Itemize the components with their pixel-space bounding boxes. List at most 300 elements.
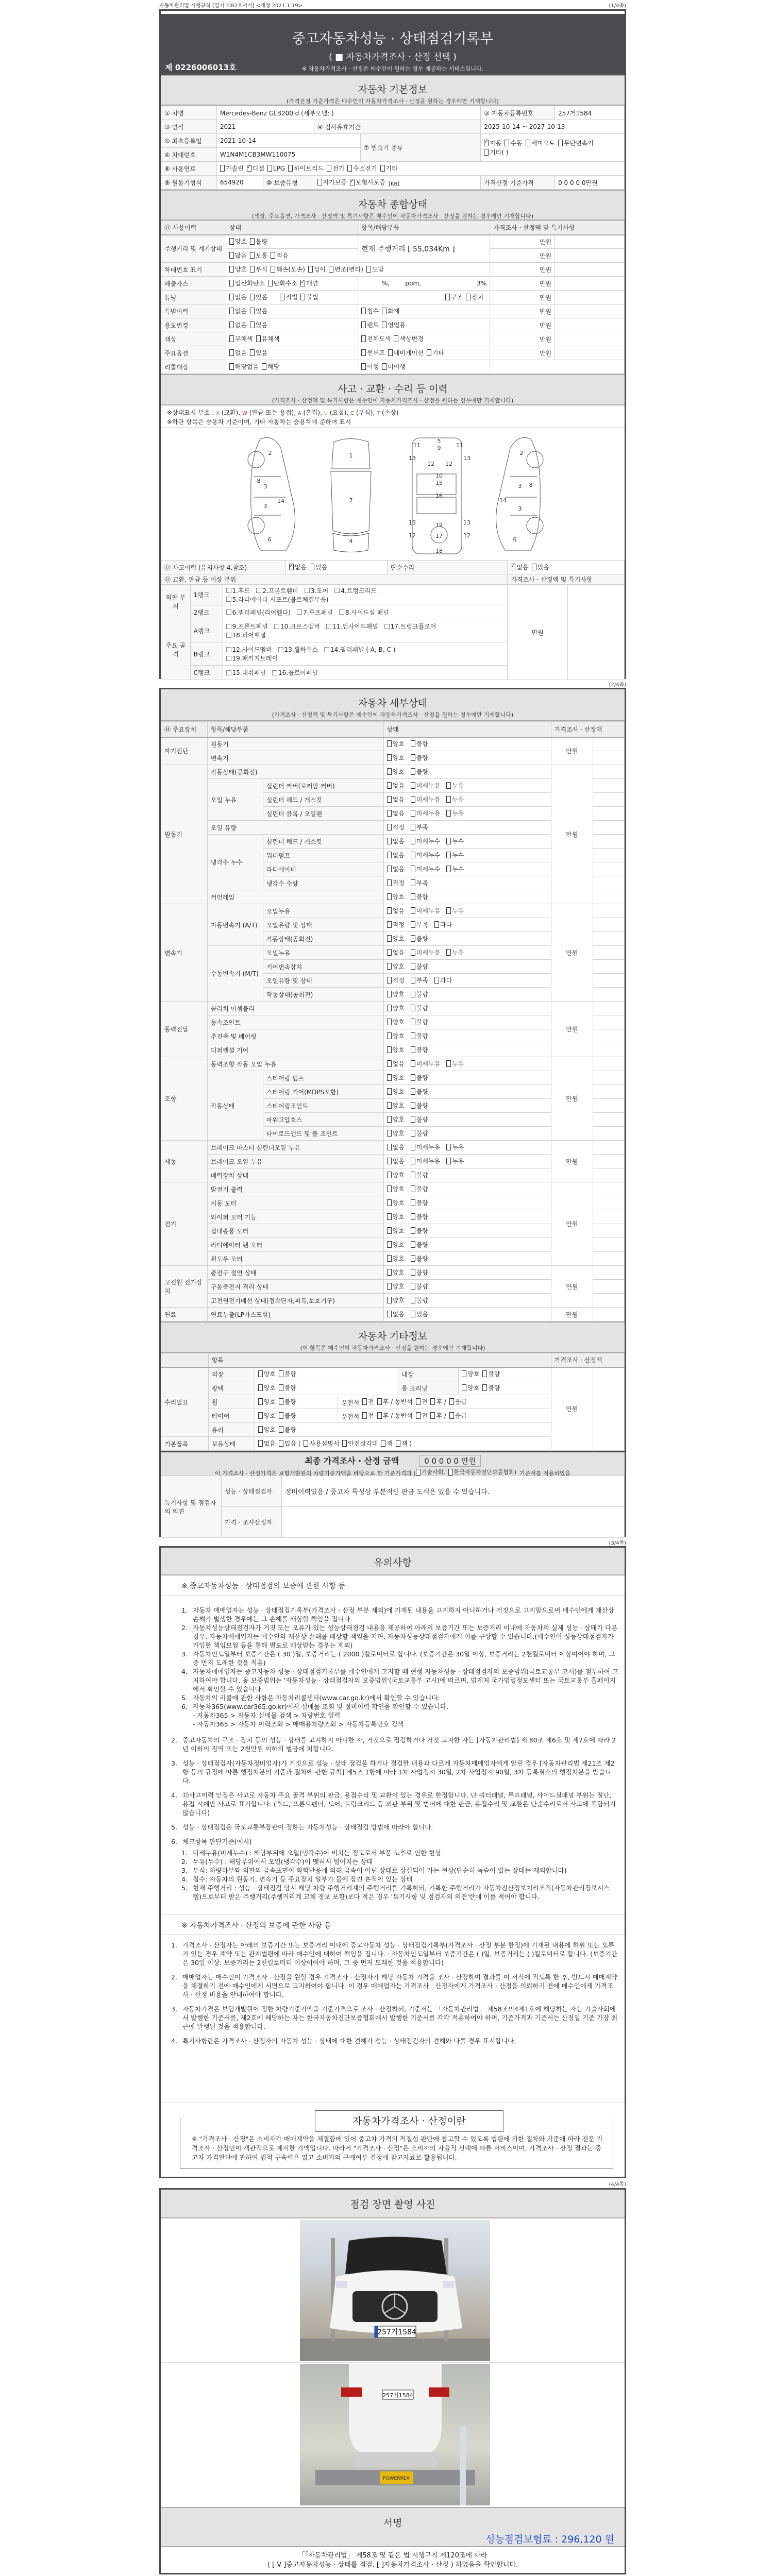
checkbox[interactable] (387, 838, 392, 844)
checkbox-option[interactable] (448, 1468, 516, 1476)
checkbox[interactable] (279, 1412, 283, 1419)
part-checkbox[interactable] (326, 624, 331, 629)
checkbox-option[interactable] (229, 279, 265, 287)
checkbox-option[interactable] (289, 563, 307, 571)
checkbox-option[interactable] (387, 1240, 405, 1249)
checkbox-option[interactable] (526, 139, 555, 147)
checkbox-option[interactable] (361, 320, 379, 329)
checkbox-option[interactable] (449, 1397, 467, 1406)
checkbox[interactable] (411, 949, 415, 956)
checkbox[interactable] (329, 266, 333, 273)
checkbox[interactable] (446, 1060, 451, 1067)
checkbox[interactable] (387, 1158, 392, 1164)
checkbox-option[interactable] (258, 1397, 276, 1406)
checkbox[interactable] (300, 280, 305, 286)
checkbox[interactable] (387, 796, 392, 803)
checkbox[interactable] (387, 1297, 392, 1303)
checkbox[interactable] (258, 1398, 263, 1405)
checkbox[interactable] (388, 349, 393, 356)
part-option[interactable] (297, 608, 333, 617)
checkbox[interactable] (387, 963, 392, 970)
checkbox-option[interactable] (387, 753, 405, 762)
checkbox[interactable] (229, 266, 234, 273)
checkbox[interactable] (387, 768, 392, 775)
checkbox[interactable] (387, 852, 392, 858)
checkbox[interactable] (411, 740, 415, 747)
checkbox[interactable] (416, 1412, 421, 1419)
checkbox-option[interactable] (411, 962, 428, 971)
checkbox[interactable] (382, 363, 386, 370)
checkbox-option[interactable] (342, 1439, 378, 1448)
checkbox[interactable] (411, 1088, 415, 1095)
checkbox-option[interactable] (411, 1073, 428, 1082)
checkbox[interactable] (446, 782, 451, 789)
checkbox-option[interactable] (387, 1087, 405, 1096)
checkbox-option[interactable] (347, 164, 377, 173)
checkbox[interactable] (411, 1074, 415, 1081)
checkbox-option[interactable] (308, 265, 326, 274)
checkbox-option[interactable] (387, 823, 405, 832)
checkbox-option[interactable] (300, 279, 318, 287)
checkbox-option[interactable] (387, 1184, 405, 1193)
checkbox-option[interactable] (446, 781, 464, 790)
checkbox[interactable] (229, 363, 234, 370)
checkbox[interactable] (505, 140, 509, 146)
checkbox[interactable] (279, 1370, 283, 1377)
checkbox[interactable] (387, 1241, 392, 1248)
checkbox-option[interactable] (279, 1425, 296, 1434)
checkbox[interactable] (258, 1384, 263, 1391)
checkbox-option[interactable] (288, 164, 324, 173)
checkbox[interactable] (532, 564, 536, 570)
checkbox[interactable] (387, 754, 392, 761)
checkbox-option[interactable] (411, 1087, 428, 1096)
checkbox-option[interactable] (411, 809, 440, 818)
checkbox[interactable] (220, 165, 225, 172)
checkbox[interactable] (411, 1102, 415, 1109)
part-checkbox[interactable] (324, 647, 329, 652)
checkbox[interactable] (387, 935, 392, 942)
checkbox-option[interactable] (250, 348, 267, 357)
checkbox[interactable] (279, 1398, 283, 1405)
checkbox-option[interactable] (411, 1184, 428, 1193)
checkbox[interactable] (462, 1384, 466, 1391)
checkbox-option[interactable] (387, 1059, 405, 1068)
checkbox[interactable] (411, 838, 415, 844)
checkbox[interactable] (387, 1199, 392, 1206)
part-option[interactable] (226, 586, 250, 595)
checkbox-option[interactable] (449, 1411, 467, 1420)
checkbox-option[interactable] (327, 164, 344, 173)
checkbox-option[interactable] (387, 1226, 405, 1235)
checkbox[interactable] (411, 963, 415, 970)
checkbox[interactable] (387, 1088, 392, 1095)
part-option[interactable] (334, 586, 376, 595)
checkbox-option[interactable] (411, 1268, 428, 1277)
checkbox-option[interactable] (361, 334, 391, 343)
checkbox-option[interactable] (411, 906, 440, 915)
checkbox[interactable] (250, 238, 255, 245)
checkbox[interactable] (387, 1060, 392, 1067)
checkbox[interactable] (258, 1412, 263, 1419)
checkbox[interactable] (387, 991, 392, 997)
checkbox[interactable] (387, 740, 392, 747)
checkbox-option[interactable] (377, 1397, 413, 1406)
checkbox[interactable] (558, 140, 563, 146)
checkbox[interactable] (416, 1398, 421, 1405)
checkbox-option[interactable] (411, 934, 428, 943)
part-checkbox[interactable] (226, 656, 231, 661)
checkbox[interactable] (361, 321, 366, 328)
checkbox-option[interactable] (411, 1045, 428, 1054)
checkbox[interactable] (362, 1398, 367, 1405)
checkbox-option[interactable] (279, 1369, 296, 1378)
checkbox-option[interactable] (229, 237, 247, 246)
checkbox-option[interactable] (446, 809, 464, 818)
checkbox-option[interactable] (387, 934, 405, 943)
checkbox-option[interactable] (446, 1143, 464, 1151)
part-checkbox[interactable] (278, 647, 283, 652)
checkbox[interactable] (229, 238, 234, 245)
checkbox-option[interactable] (411, 823, 428, 832)
checkbox-option[interactable] (377, 1411, 413, 1420)
checkbox-option[interactable] (434, 976, 452, 985)
part-checkbox[interactable] (334, 588, 340, 593)
checkbox-option[interactable] (411, 795, 440, 804)
checkbox[interactable] (387, 1185, 392, 1192)
checkbox[interactable] (394, 335, 398, 342)
checkbox-option[interactable] (279, 1439, 301, 1448)
checkbox-option[interactable] (229, 251, 247, 260)
checkbox-option[interactable] (446, 795, 464, 804)
checkbox[interactable] (411, 1032, 415, 1039)
checkbox[interactable] (229, 335, 234, 342)
checkbox-option[interactable] (387, 795, 405, 804)
checkbox[interactable] (446, 810, 451, 817)
checkbox[interactable] (411, 754, 415, 761)
checkbox-option[interactable] (317, 178, 347, 187)
checkbox-option[interactable] (229, 293, 247, 301)
checkbox-option[interactable] (362, 1411, 374, 1420)
checkbox-option[interactable] (387, 837, 405, 845)
checkbox-option[interactable] (411, 739, 428, 748)
part-option[interactable] (384, 622, 436, 631)
checkbox-option[interactable] (411, 851, 440, 859)
part-option[interactable] (226, 622, 268, 631)
checkbox-option[interactable] (446, 851, 464, 859)
checkbox-option[interactable] (258, 1369, 276, 1378)
checkbox[interactable] (449, 1398, 454, 1405)
checkbox-option[interactable] (411, 878, 428, 887)
checkbox[interactable] (350, 179, 355, 185)
checkbox[interactable] (377, 1398, 382, 1405)
checkbox[interactable] (411, 824, 415, 831)
checkbox-option[interactable] (387, 878, 405, 887)
checkbox[interactable] (288, 165, 293, 172)
checkbox-option[interactable] (411, 1212, 428, 1221)
checkbox[interactable] (411, 977, 415, 984)
checkbox-option[interactable] (267, 165, 285, 172)
checkbox-option[interactable] (411, 1157, 440, 1165)
checkbox-option[interactable] (387, 906, 405, 915)
checkbox[interactable] (416, 1469, 421, 1476)
checkbox[interactable] (361, 335, 366, 342)
checkbox-option[interactable] (416, 1397, 428, 1406)
checkbox[interactable] (449, 1412, 454, 1419)
checkbox-option[interactable] (446, 906, 464, 915)
checkbox-option[interactable] (446, 837, 464, 845)
checkbox[interactable] (279, 1384, 283, 1391)
checkbox-option[interactable] (250, 320, 267, 329)
checkbox[interactable] (446, 866, 451, 872)
checkbox[interactable] (387, 824, 392, 831)
checkbox-option[interactable] (446, 865, 464, 873)
checkbox[interactable] (387, 1102, 392, 1109)
part-option[interactable] (256, 586, 298, 595)
checkbox[interactable] (411, 907, 415, 914)
checkbox[interactable] (381, 1440, 385, 1447)
checkbox-option[interactable] (387, 962, 405, 971)
checkbox-option[interactable] (229, 320, 247, 329)
checkbox-option[interactable] (411, 1310, 428, 1318)
checkbox[interactable] (411, 1227, 415, 1234)
checkbox[interactable] (430, 1412, 435, 1419)
checkbox[interactable] (411, 1019, 415, 1025)
checkbox[interactable] (262, 363, 266, 370)
checkbox-option[interactable] (387, 1171, 405, 1179)
checkbox-option[interactable] (387, 1310, 405, 1318)
checkbox-option[interactable] (411, 1129, 428, 1138)
checkbox[interactable] (411, 1005, 415, 1011)
checkbox[interactable] (445, 294, 450, 300)
checkbox-option[interactable] (380, 164, 398, 173)
checkbox-option[interactable] (427, 348, 444, 357)
checkbox[interactable] (289, 564, 294, 570)
checkbox[interactable] (411, 782, 415, 789)
checkbox-option[interactable] (387, 865, 405, 873)
checkbox[interactable] (446, 838, 451, 844)
checkbox[interactable] (387, 1311, 392, 1317)
checkbox-option[interactable] (446, 1157, 464, 1165)
checkbox-option[interactable] (511, 563, 528, 571)
checkbox-option[interactable] (268, 279, 297, 287)
checkbox-option[interactable] (434, 920, 452, 929)
checkbox-option[interactable] (387, 1031, 405, 1040)
checkbox[interactable] (258, 1440, 263, 1447)
checkbox[interactable] (229, 349, 234, 356)
checkbox-option[interactable] (411, 753, 428, 762)
checkbox[interactable] (377, 1412, 382, 1419)
checkbox[interactable] (411, 935, 415, 942)
part-option[interactable] (324, 645, 395, 654)
checkbox-option[interactable] (387, 1198, 405, 1207)
checkbox[interactable] (434, 977, 439, 984)
checkbox-option[interactable] (250, 307, 267, 315)
checkbox[interactable] (411, 879, 415, 886)
checkbox[interactable] (411, 1199, 415, 1206)
checkbox-option[interactable] (256, 334, 280, 343)
checkbox[interactable] (427, 349, 431, 356)
checkbox-option[interactable] (387, 920, 405, 929)
checkbox-option[interactable] (258, 1439, 276, 1448)
checkbox[interactable] (446, 852, 451, 858)
part-option[interactable] (274, 622, 320, 631)
checkbox-option[interactable] (462, 1383, 479, 1392)
checkbox[interactable] (411, 1269, 415, 1276)
checkbox-option[interactable] (387, 1296, 405, 1304)
checkbox-option[interactable] (258, 1383, 276, 1392)
checkbox[interactable] (250, 321, 255, 328)
checkbox-option[interactable] (382, 320, 406, 329)
checkbox[interactable] (411, 1116, 415, 1123)
checkbox-option[interactable] (387, 809, 405, 818)
checkbox[interactable] (387, 1144, 392, 1150)
checkbox-option[interactable] (387, 1143, 405, 1151)
checkbox[interactable] (256, 335, 261, 342)
checkbox[interactable] (466, 294, 470, 300)
checkbox-option[interactable] (387, 1268, 405, 1277)
part-checkbox[interactable] (274, 624, 279, 629)
checkbox[interactable] (387, 1269, 392, 1276)
checkbox[interactable] (387, 977, 392, 984)
checkbox-option[interactable] (382, 307, 399, 315)
checkbox[interactable] (387, 1130, 392, 1137)
checkbox-option[interactable] (310, 563, 327, 571)
checkbox[interactable] (387, 1283, 392, 1290)
checkbox-option[interactable] (341, 1412, 359, 1421)
checkbox-option[interactable] (411, 1101, 428, 1110)
checkbox-option[interactable] (532, 563, 549, 571)
checkbox-option[interactable] (250, 265, 267, 274)
checkbox-option[interactable] (220, 164, 244, 173)
part-option[interactable] (226, 654, 278, 663)
checkbox-option[interactable] (411, 1031, 428, 1040)
checkbox[interactable] (411, 1297, 415, 1303)
checkbox[interactable] (387, 1116, 392, 1123)
checkbox-option[interactable] (411, 1198, 428, 1207)
checkbox[interactable] (430, 1398, 435, 1405)
checkbox-option[interactable] (484, 148, 508, 157)
part-checkbox[interactable] (226, 633, 231, 638)
checkbox[interactable] (267, 165, 272, 172)
checkbox-option[interactable] (229, 265, 247, 274)
checkbox-option[interactable] (258, 1411, 276, 1420)
checkbox[interactable] (387, 1046, 392, 1053)
checkbox[interactable] (380, 165, 385, 172)
checkbox-option[interactable] (304, 1439, 339, 1448)
checkbox[interactable] (411, 1172, 415, 1178)
checkbox-option[interactable] (411, 1240, 428, 1249)
part-option[interactable] (272, 668, 318, 677)
checkbox[interactable] (280, 294, 284, 300)
part-checkbox[interactable] (339, 609, 344, 615)
checkbox[interactable] (411, 866, 415, 872)
checkbox-option[interactable] (411, 1115, 428, 1124)
checkbox-option[interactable] (430, 1397, 446, 1406)
checkbox-option[interactable] (387, 1004, 405, 1012)
checkbox-option[interactable] (430, 1411, 446, 1420)
checkbox-option[interactable] (411, 865, 440, 873)
checkbox[interactable] (361, 363, 366, 370)
part-checkbox[interactable] (256, 588, 261, 593)
checkbox-option[interactable] (388, 348, 424, 357)
checkbox[interactable] (362, 1412, 367, 1419)
checkbox-option[interactable] (387, 851, 405, 859)
checkbox[interactable] (446, 907, 451, 914)
checkbox-option[interactable] (271, 251, 288, 260)
part-checkbox[interactable] (226, 609, 231, 615)
checkbox-option[interactable] (387, 1157, 405, 1165)
checkbox[interactable] (229, 294, 234, 300)
checkbox[interactable] (387, 1172, 392, 1178)
checkbox-option[interactable] (411, 892, 428, 901)
checkbox-option[interactable] (411, 1296, 428, 1304)
checkbox-option[interactable] (262, 362, 279, 371)
checkbox-option[interactable] (387, 1101, 405, 1110)
checkbox-option[interactable] (250, 293, 267, 301)
checkbox-option[interactable] (411, 976, 428, 985)
checkbox[interactable] (411, 1060, 415, 1067)
checkbox-option[interactable] (411, 1004, 428, 1012)
checkbox-option[interactable] (416, 1468, 445, 1476)
checkbox[interactable] (387, 1032, 392, 1039)
checkbox[interactable] (258, 1426, 263, 1433)
checkbox[interactable] (411, 893, 415, 900)
checkbox-option[interactable] (394, 334, 423, 343)
checkbox[interactable] (411, 921, 415, 928)
checkbox[interactable] (462, 1370, 466, 1377)
checkbox-option[interactable] (387, 1073, 405, 1082)
part-checkbox[interactable] (226, 647, 231, 652)
checkbox-option[interactable] (411, 990, 428, 998)
checkbox-option[interactable] (411, 767, 428, 776)
checkbox-option[interactable] (279, 1411, 296, 1420)
checkbox[interactable] (387, 1255, 392, 1262)
part-option[interactable] (226, 631, 266, 639)
checkbox[interactable] (411, 1144, 415, 1150)
checkbox-option[interactable] (411, 837, 440, 845)
part-option[interactable] (278, 645, 318, 654)
checkbox-option[interactable] (387, 892, 405, 901)
checkbox-option[interactable] (381, 1439, 393, 1448)
checkbox[interactable] (411, 1311, 415, 1317)
checkbox[interactable] (411, 852, 415, 858)
part-checkbox[interactable] (226, 588, 231, 593)
checkbox-option[interactable] (396, 1439, 412, 1448)
checkbox[interactable] (411, 1283, 415, 1290)
checkbox[interactable] (411, 1255, 415, 1262)
part-option[interactable] (305, 586, 329, 595)
checkbox-option[interactable] (411, 1059, 440, 1068)
checkbox-option[interactable] (366, 265, 384, 274)
checkbox-option[interactable] (484, 139, 501, 147)
checkbox-option[interactable] (411, 1018, 428, 1026)
part-option[interactable] (226, 608, 291, 617)
checkbox-option[interactable] (361, 362, 379, 371)
checkbox-option[interactable] (387, 781, 405, 790)
checkbox-option[interactable] (558, 139, 594, 147)
checkbox[interactable] (511, 564, 515, 570)
checkbox[interactable] (317, 179, 322, 185)
checkbox[interactable] (411, 991, 415, 997)
checkbox-option[interactable] (462, 1369, 479, 1378)
checkbox[interactable] (229, 252, 234, 259)
part-option[interactable] (226, 645, 272, 654)
checkbox[interactable] (308, 266, 313, 273)
part-option[interactable] (226, 595, 329, 604)
checkbox[interactable] (268, 280, 273, 286)
checkbox-option[interactable] (247, 164, 264, 173)
